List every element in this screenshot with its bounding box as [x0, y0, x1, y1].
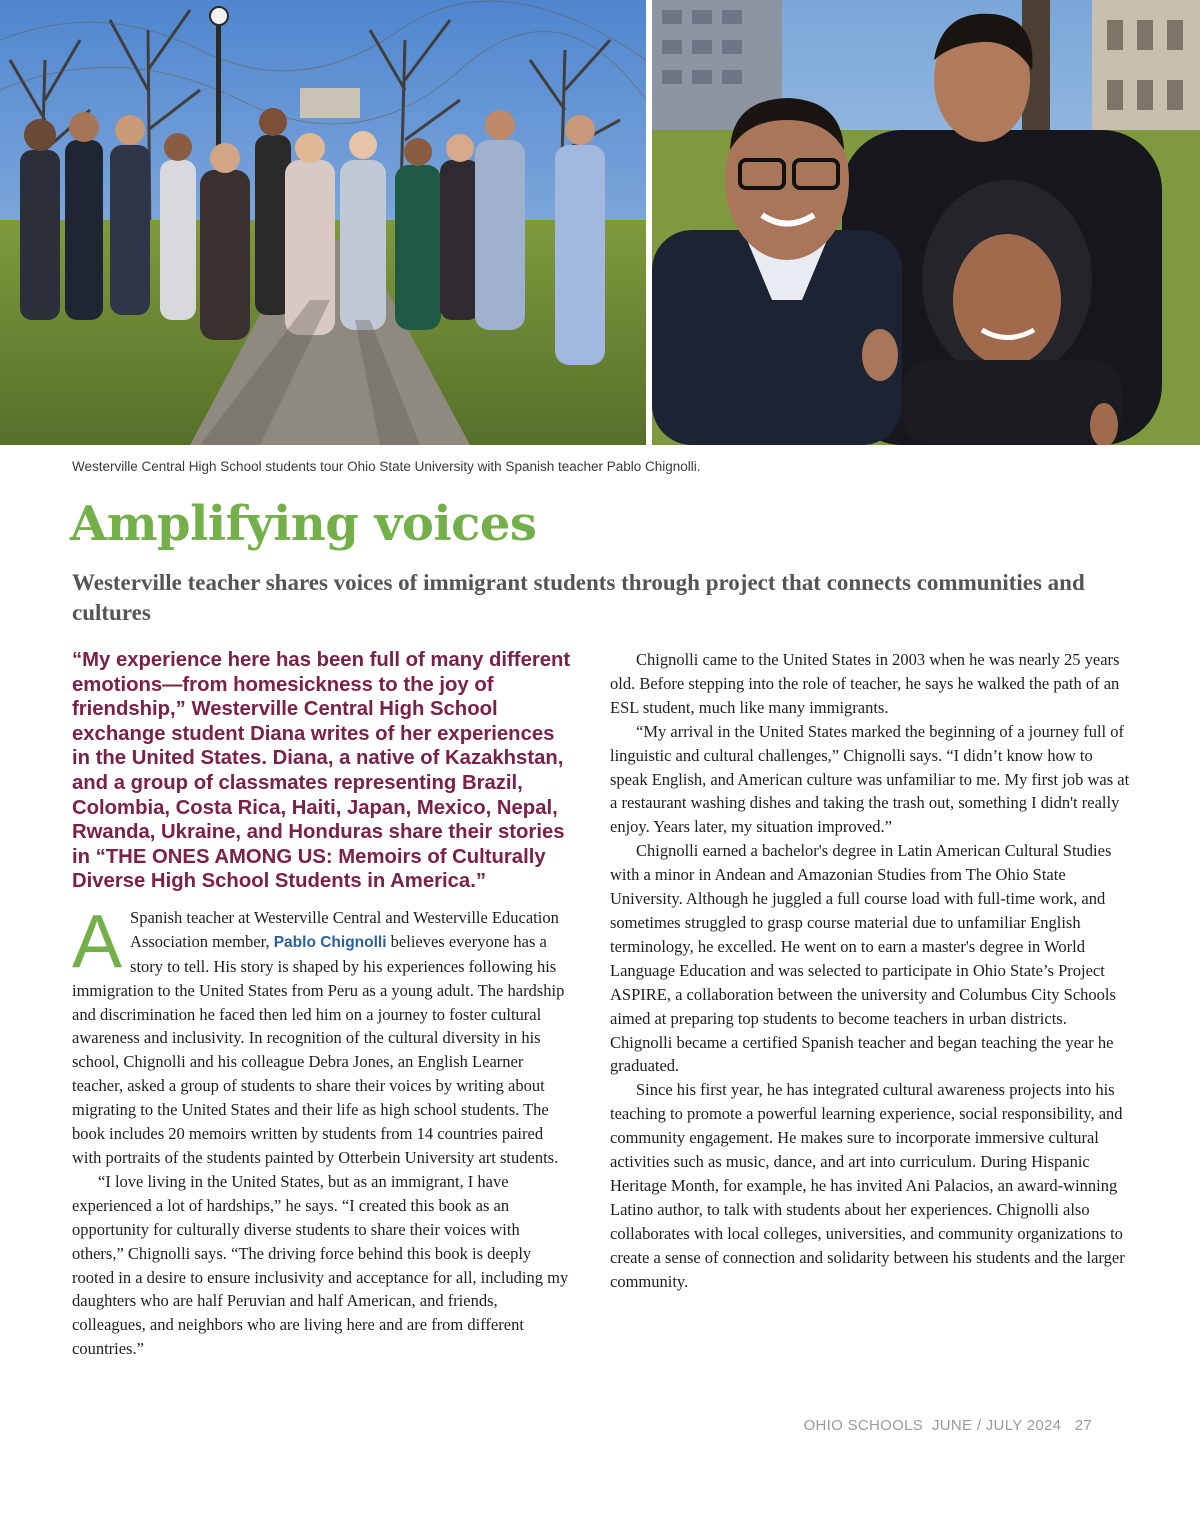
- article-body-left: [72, 898, 572, 1361]
- body-paragraph-2: “I love living in the United States, but as an immigrant, I have experienced a lot of hardships,” he says. “I created this book as an opportunity for culturally diverse students to share their voices with others,” Chignolli says. “The driving force behind this book is deeply rooted in a desire to ensure inclusivity and acceptance for all, including my daughters who are half Peruvian and half American, and friends, colleagues, and neighbors who are living here and are from different countries.”: [72, 1171, 569, 1359]
- selfie-photo: [652, 0, 1200, 445]
- teacher-name-link[interactable]: Pablo Chignolli: [273, 933, 387, 951]
- body-paragraph-6: Since his first year, he has integrated cultural awareness projects into his teaching to promote a powerful learning experience, social responsibility, and community engagement. He makes sure to incorporate immersive cultural activities such as music, dance, and art into curriculum. During Hispanic Heritage Month, for example, he has invited Ani Palacios, an award-winning Latino author, to talk with students about her experiences. Chignolli also collaborates with local colleges, universities, and community organizations to create a sense of connection and solidarity between his students and the larger community.: [610, 1080, 1125, 1291]
- drop-cap: A: [72, 898, 123, 983]
- selfie-photo-illustration: [652, 0, 1200, 445]
- footer-issue: JUNE / JULY 2024: [931, 1417, 1062, 1434]
- footer-page-number: 27: [1074, 1417, 1092, 1434]
- article-headline: Amplifying voices: [70, 496, 537, 552]
- body-paragraph-1: [72, 898, 572, 1170]
- left-column: [72, 648, 572, 1361]
- right-column: [610, 648, 1130, 1293]
- body-paragraph-4: “My arrival in the United States marked the beginning of a journey full of linguistic and cultural challenges,” Chignolli says. “I didn’t know how to speak English, and American culture was unfamiliar to me. My first job was at a restaurant washing dishes and taking the trash out, something I didn't really enjoy. Years later, my situation improved.”: [610, 721, 1130, 837]
- body-paragraph-1-start: Spanish teacher at Westerville Central and Westerville Education Association member,: [130, 907, 559, 951]
- page-footer: [804, 1417, 1092, 1434]
- body-paragraph-1-rest: believes everyone has a story to tell. His story is shaped by his experiences following his immigration to the United States from Peru as a young adult. The hardship and discrimination he faced then led him on a journey to foster cultural awareness and inclusivity. In recognition of the cultural diversity in his school, Chignolli and his colleague Debra Jones, an English Learner teacher, asked a group of students to share their voices by writing about migrating to the United States and their life as high school students. The book includes 20 memoirs written by students from 14 countries paired with portraits of the students painted by Otterbein University art students.: [72, 931, 565, 1167]
- footer-publication: OHIO SCHOOLS: [803, 1417, 924, 1434]
- group-photo-illustration: [0, 0, 646, 445]
- photo-caption: Westerville Central High School students tour Ohio State University with Spanish teacher Pablo Chignolli.: [72, 459, 701, 474]
- body-paragraph-3: Chignolli came to the United States in 2003 when he was nearly 25 years old. Before stepping into the role of teacher, he says he walked the path of an ESL student, much like many immigrants.: [610, 650, 1120, 717]
- body-paragraph-5: Chignolli earned a bachelor's degree in Latin American Cultural Studies with a minor in Andean and Amazonian Studies from The Ohio State University. Although he juggled a full course load with full-time work, and sometimes struggled to grasp course material due to unfamiliar English terminology, he excelled. He went on to earn a master's degree in World Language Education and was selected to participate in Ohio State’s Project ASPIRE, a collaboration between the university and Columbus City Schools aimed at preparing top students to become teachers in urban districts. Chignolli became a certified Spanish teacher and began teaching the year he graduated.: [610, 841, 1116, 1076]
- article-subheadline: Westerville teacher shares voices of immigrant students through project that connects communities and cultures: [72, 570, 1085, 625]
- group-photo: [0, 0, 646, 445]
- pull-quote: “My experience here has been full of many different emotions—from homesickness to the joy of friendship,” Westerville Central High School exchange student Diana writes of her experiences in the United States. Diana, a native of Kazakhstan, and a group of classmates representing Brazil, Colombia, Costa Rica, Haiti, Japan, Mexico, Nepal, Rwanda, Ukraine, and Honduras share their stories in “THE ONES AMONG US: Memoirs of Culturally Diverse High School Students in America.”: [72, 649, 571, 893]
